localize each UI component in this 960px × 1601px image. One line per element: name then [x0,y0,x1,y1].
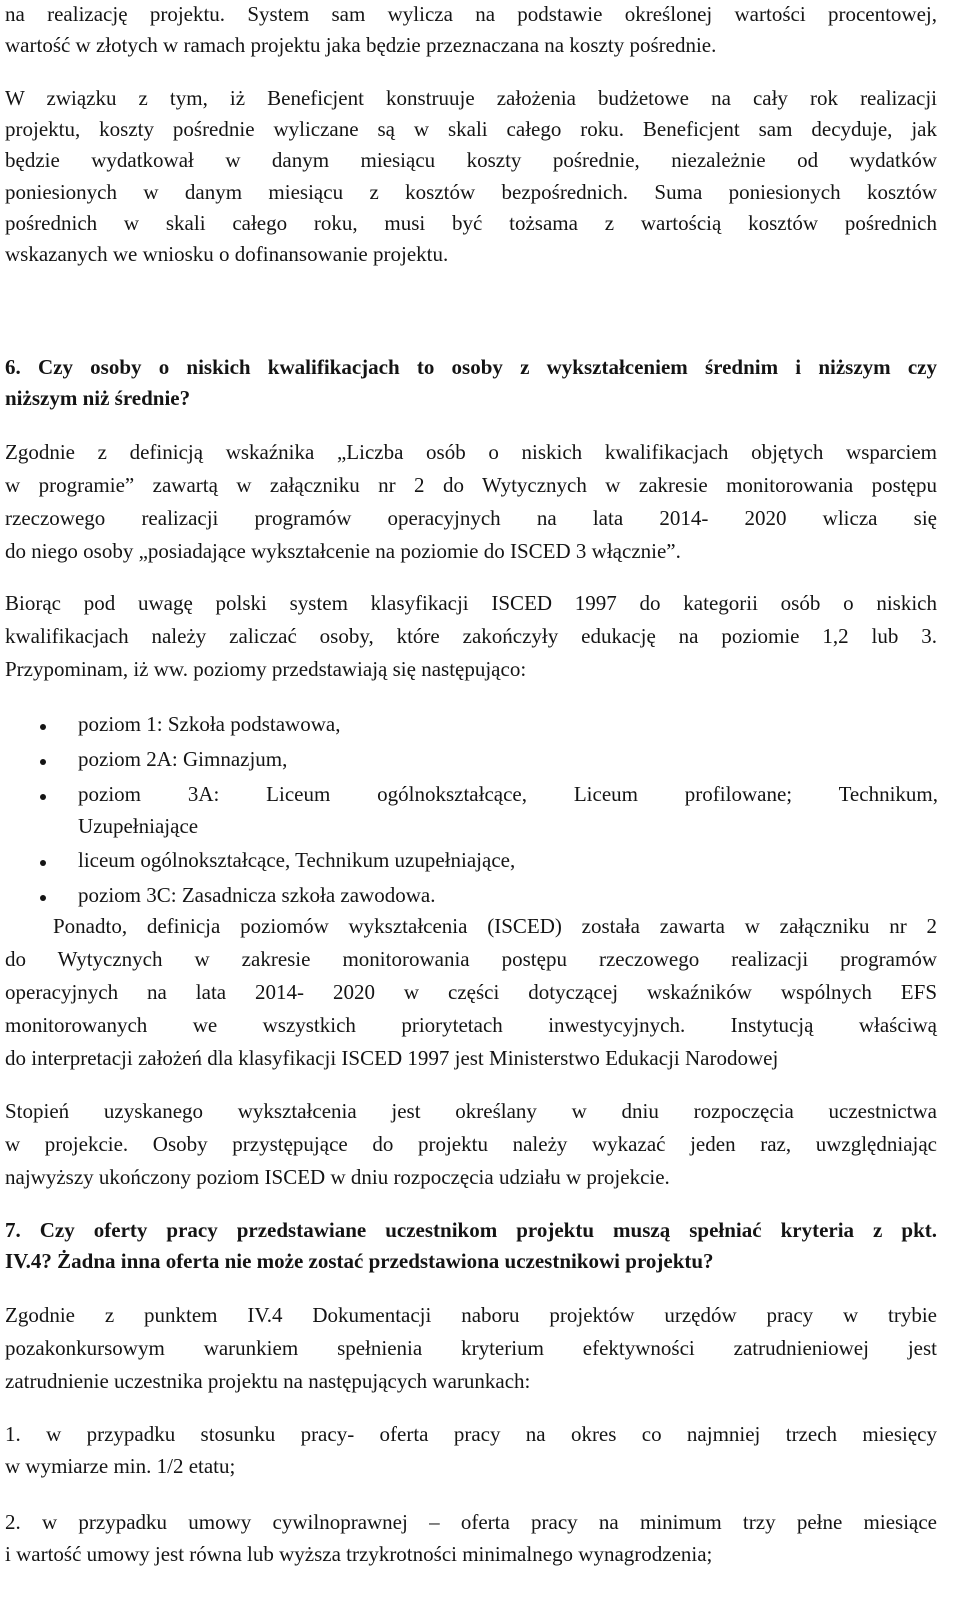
bullet-icon [40,794,46,800]
text-line: w projekcie. Osoby przystępujące do projektu należy wykazać jeden raz, uwzględniając [5,1132,937,1156]
text-line: w programie” zawartą w załączniku nr 2 do Wytycznych w zakresie monitorowania postępu [5,473,937,497]
text-line: w wymiarze min. 1/2 etatu; [5,1454,236,1478]
text-line: wartość w złotych w ramach projektu jaka będzie przeznaczana na koszty pośrednie. [5,33,717,57]
list-item-text: poziom 3A: Liceum ogólnokształcące, Liceum profilowane; Technikum, [78,782,938,806]
text-line: operacyjnych na lata 2014- 2020 w części dotyczącej wskaźników wspólnych EFS [5,980,937,1004]
text-line: na realizację projektu. System sam wylicza na podstawie określonej wartości procentowej, [5,2,937,26]
text-line: zatrudnienie uczestnika projektu na następujących warunkach: [5,1369,531,1393]
text-line: do niego osoby „posiadające wykształcenie na poziomie do ISCED 3 włącznie”. [5,539,681,563]
bullet-icon [40,724,46,730]
text-line: rzeczowego realizacji programów operacyjnych na lata 2014- 2020 wlicza się [5,506,937,530]
text-line: i wartość umowy jest równa lub wyższa trzykrotności minimalnego wynagrodzenia; [5,1542,713,1566]
text-line: Zgodnie z punktem IV.4 Dokumentacji naboru projektów urzędów pracy w trybie [5,1303,937,1327]
text-line: 2. w przypadku umowy cywilnoprawnej – oferta pracy na minimum trzy pełne miesiące [5,1510,937,1534]
text-line: W związku z tym, iż Beneficjent konstruuje założenia budżetowe na cały rok realizacji [5,86,937,110]
text-line: Przypominam, iż ww. poziomy przedstawiają się następująco: [5,657,527,681]
text-line: Biorąc pod uwagę polski system klasyfikacji ISCED 1997 do kategorii osób o niskich [5,591,937,615]
text-line: Zgodnie z definicją wskaźnika „Liczba osób o niskich kwalifikacjach objętych wsparciem [5,440,937,464]
text-line: Stopień uzyskanego wykształcenia jest określany w dniu rozpoczęcia uczestnictwa [5,1099,937,1123]
list-item-text: Uzupełniające [78,814,199,838]
text-line: 7. Czy oferty pracy przedstawiane uczestnikom projektu muszą spełniać kryteria z pkt. [5,1218,937,1242]
list-item-text: poziom 1: Szkoła podstawowa, [78,712,341,736]
text-line: 6. Czy osoby o niskich kwalifikacjach to osoby z wykształceniem średnim i niższym czy [5,355,937,379]
bullet-icon [40,759,46,765]
text-line: IV.4? Żadna inna oferta nie może zostać przedstawiona uczestnikowi projektu? [5,1249,714,1273]
text-line: monitorowanych we wszystkich priorytetach inwestycyjnych. Instytucją właściwą [5,1013,937,1037]
text-line: Ponadto, definicja poziomów wykształcenia (ISCED) została zawarta w załączniku nr 2 [53,914,937,938]
text-line: pośrednich w skali całego roku, musi być tożsama z wartością kosztów pośrednich [5,211,937,235]
text-line: będzie wydatkował w danym miesiącu koszty pośrednie, niezależnie od wydatków [5,148,937,172]
text-line: pozakonkursowym warunkiem spełnienia kryterium efektywności zatrudnieniowej jest [5,1336,937,1360]
text-line: niższym niż średnie? [5,386,191,410]
text-line: kwalifikacjach należy zaliczać osoby, które zakończyły edukację na poziomie 1,2 lub 3. [5,624,937,648]
text-line: najwyższy ukończony poziom ISCED w dniu rozpoczęcia udziału w projekcie. [5,1165,670,1189]
text-line: do interpretacji założeń dla klasyfikacji ISCED 1997 jest Ministerstwo Edukacji Narodowej [5,1046,779,1070]
text-line: do Wytycznych w zakresie monitorowania postępu rzeczowego realizacji programów [5,947,937,971]
list-item-text: poziom 2A: Gimnazjum, [78,747,288,771]
bullet-icon [40,860,46,866]
bullet-icon [40,895,46,901]
text-line: wskazanych we wniosku o dofinansowanie projektu. [5,242,449,266]
text-line: poniesionych w danym miesiącu z kosztów bezpośrednich. Suma poniesionych kosztów [5,180,937,204]
text-line: 1. w przypadku stosunku pracy- oferta pracy na okres co najmniej trzech miesięcy [5,1422,937,1446]
text-line: projektu, koszty pośrednie wyliczane są w skali całego roku. Beneficjent sam decyduje, jak [5,117,937,141]
list-item-text: liceum ogólnokształcące, Technikum uzupełniające, [78,848,516,872]
list-item-text: poziom 3C: Zasadnicza szkoła zawodowa. [78,883,436,907]
